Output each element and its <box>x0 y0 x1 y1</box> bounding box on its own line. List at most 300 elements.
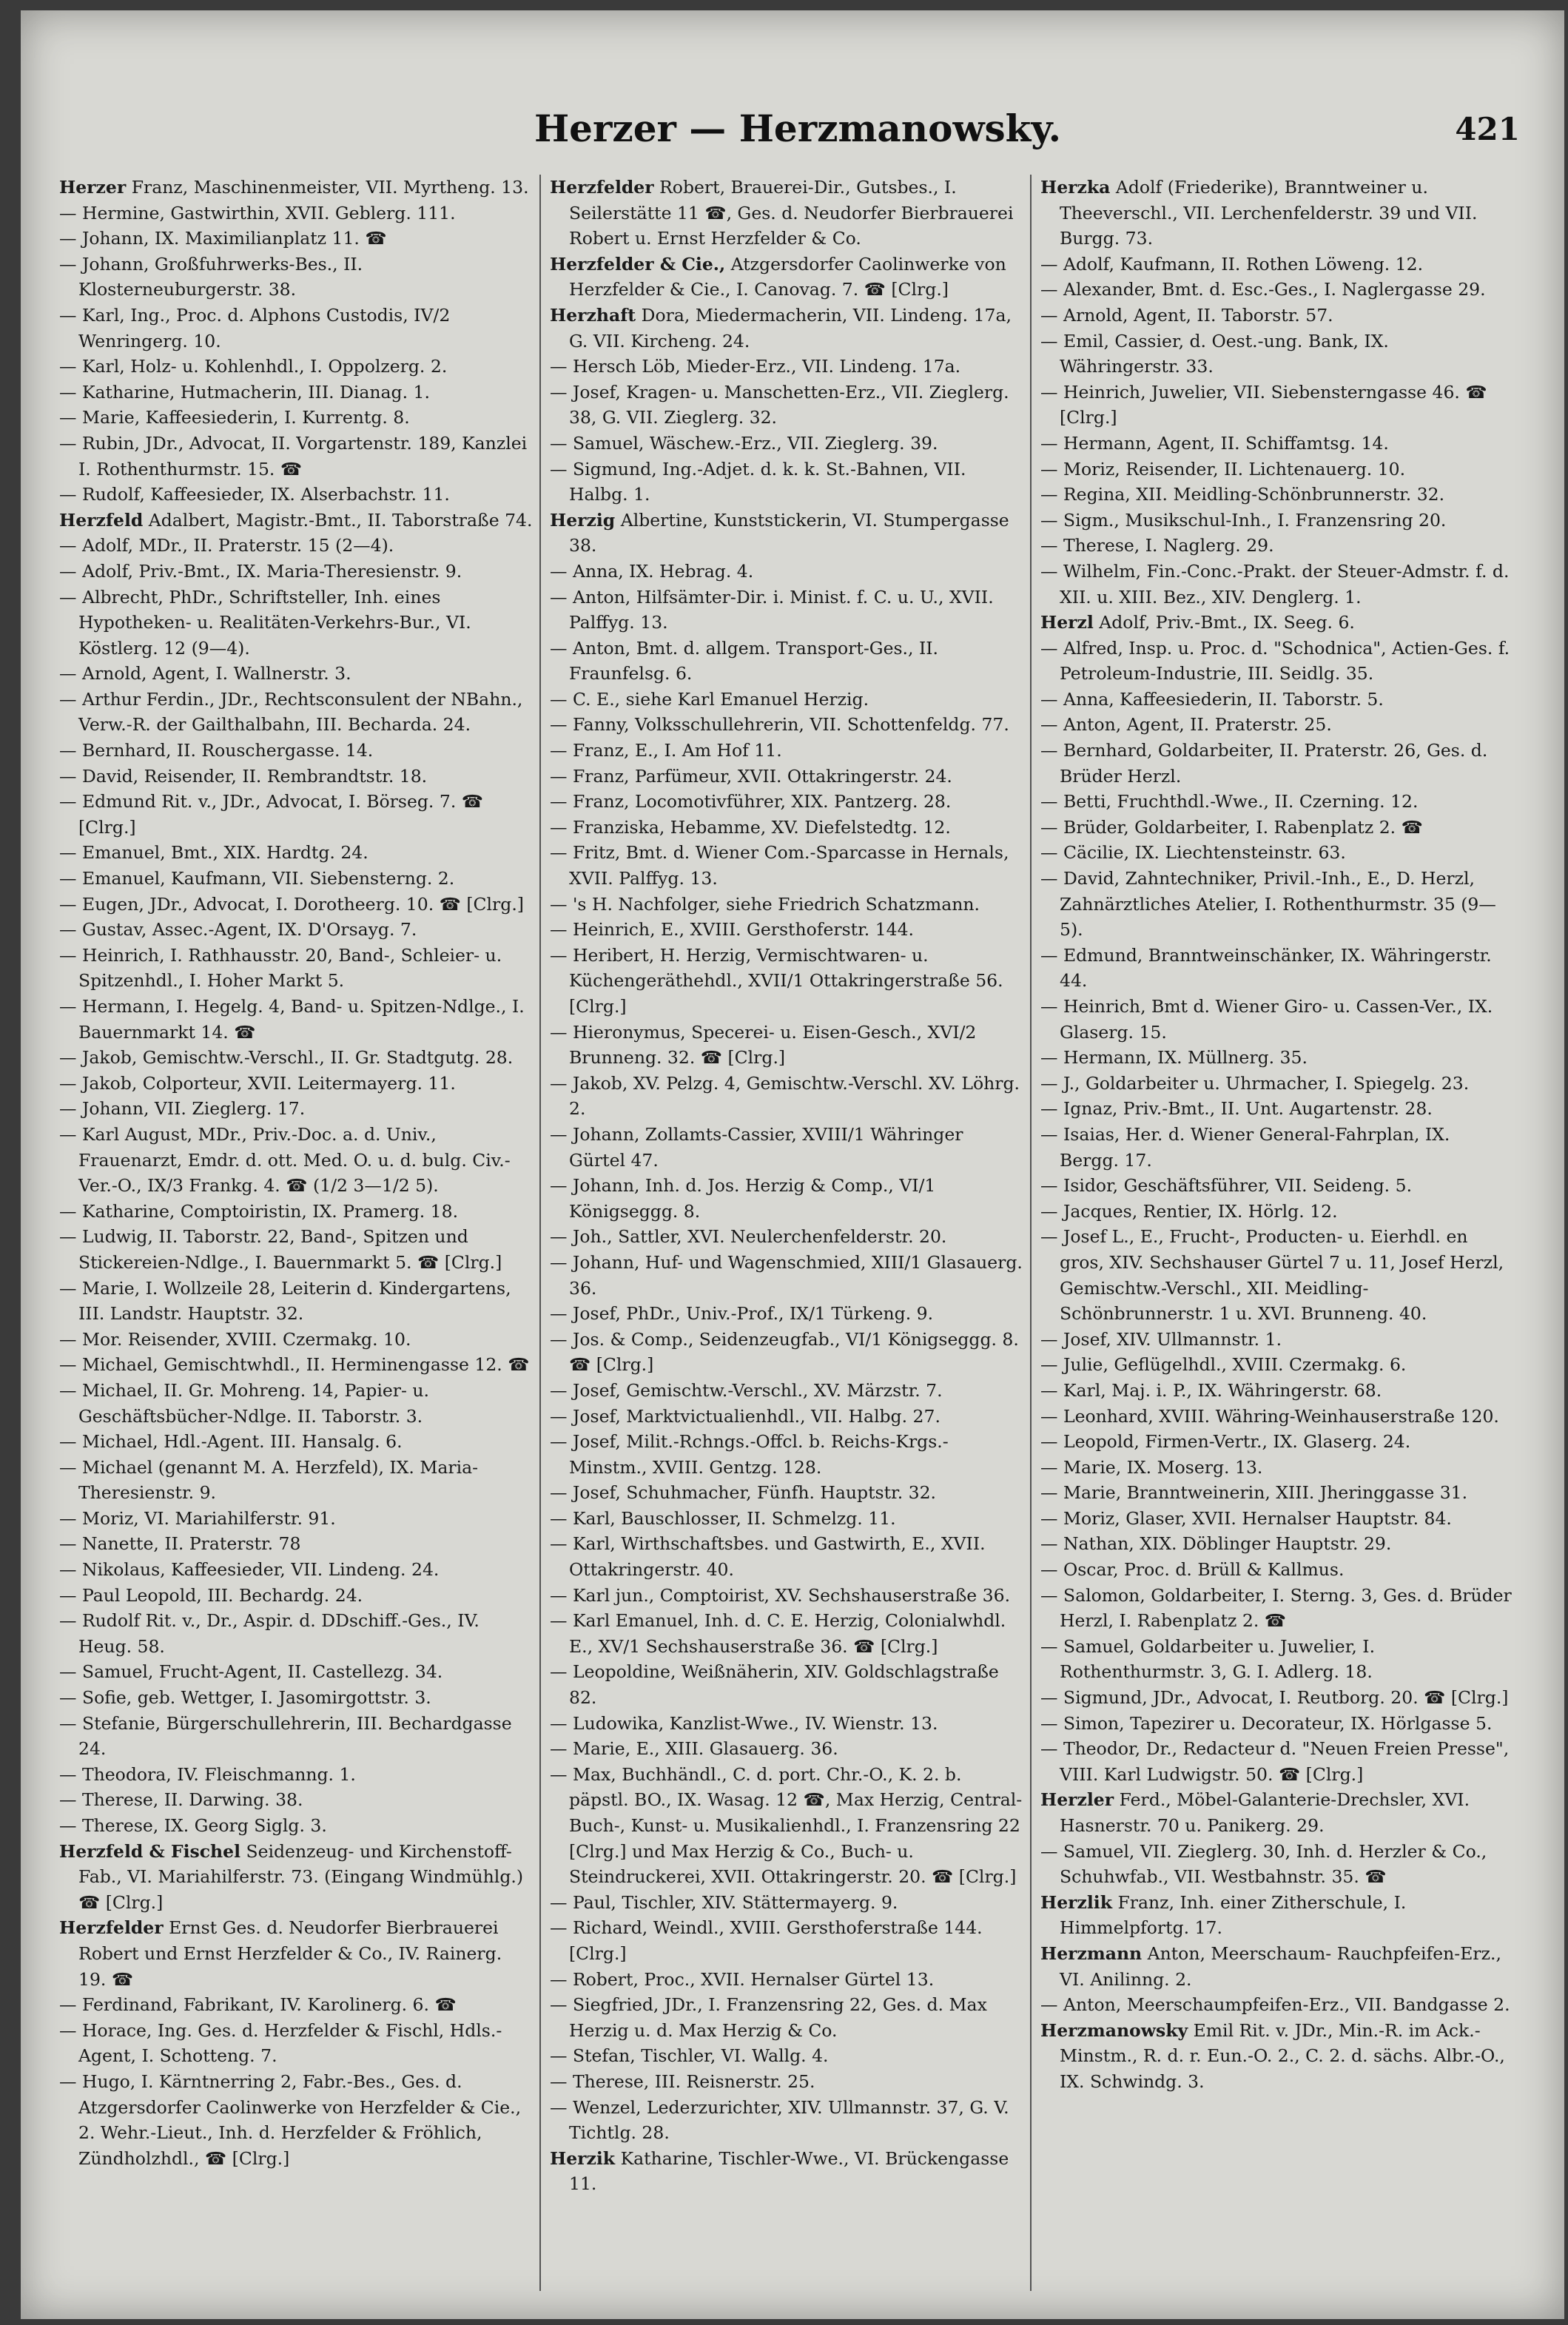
entry-text: — Johann, Großfuhrwerks-Bes., II. Klosterneuburgerstr. 38. <box>59 253 363 300</box>
entry-text: — Adolf, Kaufmann, II. Rothen Löweng. 12. <box>1040 253 1424 275</box>
directory-entry <box>550 1915 1023 1966</box>
directory-entry <box>59 1071 533 1097</box>
page-header <box>21 107 1564 181</box>
entry-text: — Heinrich, Bmt d. Wiener Giro- u. Cassen-Ver., IX. Glaserg. 15. <box>1040 996 1493 1043</box>
directory-entry <box>1040 1634 1514 1685</box>
entry-text: — J., Goldarbeiter u. Uhrmacher, I. Spiegelg. 23. <box>1040 1072 1470 1094</box>
entry-surname: Herzfeld <box>59 509 144 531</box>
entry-text: — Marie, E., XIII. Glasauerg. 36. <box>550 1738 838 1760</box>
directory-entry <box>59 1378 533 1429</box>
entry-text: — Anton, Agent, II. Praterstr. 25. <box>1040 714 1332 736</box>
directory-entry <box>1040 1557 1514 1583</box>
directory-entry <box>1040 1685 1514 1711</box>
entry-surname: Herzmann <box>1040 1942 1143 1964</box>
directory-entry <box>59 1096 533 1122</box>
directory-entry <box>1040 1992 1514 2018</box>
entry-surname: Herzer <box>59 177 127 198</box>
entry-text: — Katharine, Hutmacherin, III. Dianag. 1. <box>59 381 430 403</box>
directory-entry <box>550 354 1023 380</box>
directory-entry <box>1040 815 1514 841</box>
directory-entry <box>550 303 1023 354</box>
directory-entry <box>59 1455 533 1506</box>
directory-entry <box>1040 252 1514 277</box>
directory-entry <box>550 585 1023 636</box>
entry-text: — Horace, Ing. Ges. d. Herzfelder & Fischl, Hdls.-Agent, I. Schotteng. 7. <box>59 2019 502 2067</box>
entry-surname: Herzik <box>550 2147 616 2169</box>
entry-text: — Karl, Bauschlosser, II. Schmelzg. 11. <box>550 1507 896 1529</box>
entry-text: Franz, Inh. einer Zitherschule, I. Himmelpfortg. 17. <box>1060 1891 1407 1939</box>
directory-entry <box>1040 610 1514 636</box>
directory-entry <box>59 533 533 559</box>
directory-entry <box>550 1327 1023 1378</box>
directory-entry <box>550 892 1023 918</box>
directory-entry <box>550 1659 1023 1710</box>
entry-text: — Mor. Reisender, XVIII. Czermakg. 10. <box>59 1328 411 1350</box>
entry-text: — Wilhelm, Fin.-Conc.-Prakt. der Steuer-Admstr. f. d. XII. u. XIII. Bez., XIV. Denglerg. 1. <box>1040 560 1510 608</box>
page-title: Herzer — Herzmanowsky. <box>534 107 1062 150</box>
entry-text: — Ludowika, Kanzlist-Wwe., IV. Wienstr. 13. <box>550 1712 938 1734</box>
entry-text: Ernst Ges. d. Neudorfer Bierbrauerei Robert und Ernst Herzfelder & Co., IV. Rainerg. 19. ☎ <box>78 1917 502 1990</box>
directory-entry <box>550 431 1023 457</box>
entry-text: — Julie, Geflügelhdl., XVIII. Czermakg. 6. <box>1040 1354 1407 1376</box>
directory-entry <box>59 1276 533 1327</box>
column-divider <box>539 175 541 2291</box>
entry-surname: Herzfelder <box>550 177 654 198</box>
directory-entry <box>59 303 533 354</box>
entry-text: — Fanny, Volksschullehrerin, VII. Schottenfeldg. 77. <box>550 714 1009 736</box>
entry-text: — Joh., Sattler, XVI. Neulerchenfelderstr. 20. <box>550 1226 947 1248</box>
entry-text: — Moriz, VI. Mariahilferstr. 91. <box>59 1507 336 1529</box>
entry-text: — Hersch Löb, Mieder-Erz., VII. Lindeng. 17a. <box>550 356 961 377</box>
directory-entry <box>59 1506 533 1532</box>
directory-entry <box>59 2069 533 2171</box>
directory-entry <box>59 1992 533 2018</box>
entry-text: — Robert, Proc., XVII. Hernalser Gürtel 13. <box>550 1968 935 1990</box>
directory-entry <box>1040 840 1514 866</box>
directory-entry <box>1040 1199 1514 1225</box>
entry-text: — Karl August, MDr., Priv.-Doc. a. d. Univ., Frauenarzt, Emdr. d. ott. Med. O. u. d. bulg. Civ.-Ver.-O., IX/3 Frankg. 4. ☎ (1/2 3—1/2 5). <box>59 1123 511 1197</box>
directory-entry <box>1040 457 1514 482</box>
directory-entry <box>1040 1890 1514 1941</box>
directory-entry <box>59 1224 533 1275</box>
entry-text: Seidenzeug- und Kirchenstoff-Fab., VI. Mariahilferstr. 73. (Eingang Windmühlg.) ☎ [Clrg.] <box>78 1840 524 1913</box>
entry-text: — Josef, Schuhmacher, Fünfh. Hauptstr. 32. <box>550 1482 937 1504</box>
directory-entry <box>59 405 533 431</box>
entry-text: — Marie, IX. Moserg. 13. <box>1040 1456 1263 1478</box>
directory-entry <box>59 661 533 687</box>
entry-text: — Fritz, Bmt. d. Wiener Com.-Sparcasse in Hernals, XVII. Palffyg. 13. <box>550 842 1009 889</box>
entry-text: — Hugo, I. Kärntnerring 2, Fabr.-Bes., Ges. d. Atzgersdorfer Caolinwerke von Herzfelder & Cie., 2. Wehr.-Lieut., Inh. d. Herzfelder & Fröhlich, Zündholzhdl., ☎ [Clrg.] <box>59 2070 522 2169</box>
directory-entry <box>1040 738 1514 789</box>
entry-text: — Heinrich, I. Rathhausstr. 20, Band-, Schleier- u. Spitzenhdl., I. Hoher Markt 5. <box>59 944 502 992</box>
directory-entry <box>550 840 1023 891</box>
entry-text: — Rudolf, Kaffeesieder, IX. Alserbachstr. 11. <box>59 484 450 505</box>
directory-entry <box>550 2043 1023 2069</box>
directory-entry <box>1040 482 1514 508</box>
directory-entry <box>1040 1071 1514 1097</box>
directory-entry <box>59 1122 533 1199</box>
entry-text: Emil Rit. v. JDr., Min.-R. im Ack.-Minstm., R. d. r. Eun.-O. 2., C. 2. d. sächs. Albr.-O., IX. Schwindg. 3. <box>1060 2019 1505 2092</box>
directory-entry <box>1040 1531 1514 1557</box>
directory-entry <box>550 2069 1023 2095</box>
entry-surname: Herzler <box>1040 1789 1114 1811</box>
directory-entry <box>550 1890 1023 1916</box>
directory-entry <box>59 892 533 918</box>
entry-text: — Samuel, Goldarbeiter u. Juwelier, I. Rothenthurmstr. 3, G. I. Adlerg. 18. <box>1040 1635 1376 1683</box>
entry-text: — Franz, E., I. Am Hof 11. <box>550 740 782 761</box>
entry-text: — Josef, Milit.-Rchngs.-Offcl. b. Reichs-Krgs.-Minstm., XVIII. Gentzg. 128. <box>550 1431 949 1478</box>
directory-entry <box>59 175 533 201</box>
directory-entry <box>1040 1429 1514 1455</box>
entry-text: — Hieronymus, Specerei- u. Eisen-Gesch., XVI/2 Brunneng. 32. ☎ [Clrg.] <box>550 1021 977 1069</box>
entry-text: — Nathan, XIX. Döblinger Hauptstr. 29. <box>1040 1533 1392 1555</box>
directory-entry <box>550 1583 1023 1609</box>
directory-entry <box>550 252 1023 303</box>
entry-text: — Ludwig, II. Taborstr. 22, Band-, Spitzen und Stickereien-Ndlge., I. Bauernmarkt 5. ☎ [Clrg.] <box>59 1226 502 1273</box>
entry-text: Adolf (Friederike), Branntweiner u. Theeverschl., VII. Lerchenfelderstr. 39 und VII. Burgg. 73. <box>1060 177 1478 249</box>
entry-text: — Johann, Huf- und Wagenschmied, XIII/1 Glasauerg. 36. <box>550 1251 1023 1299</box>
directory-entry <box>1040 994 1514 1045</box>
entry-surname: Herzfelder <box>59 1917 164 1939</box>
entry-text: — Anna, IX. Hebrag. 4. <box>550 560 754 582</box>
entry-text: — Josef L., E., Frucht-, Producten- u. Eierhdl. en gros, XIV. Sechshauser Gürtel 7 u. 11, Josef Herzl, Gemischtw.-Verschl., XII. Meidling-Schönbrunnerstr. 1 u. XVI. Brunneng. 40. <box>1040 1226 1504 1325</box>
directory-entry <box>1040 1352 1514 1378</box>
directory-entry <box>1040 1122 1514 1173</box>
directory-entry <box>550 1378 1023 1404</box>
entry-text: — Anna, Kaffeesiederin, II. Taborstr. 5. <box>1040 688 1384 710</box>
entry-text: — Therese, II. Darwing. 38. <box>59 1789 303 1811</box>
entry-text: — Bernhard, Goldarbeiter, II. Praterstr. 26, Ges. d. Brüder Herzl. <box>1040 740 1488 787</box>
entry-text: — Jos. & Comp., Seidenzeugfab., VI/1 Königseggg. 8. ☎ [Clrg.] <box>550 1328 1019 1376</box>
entry-text: — Therese, IX. Georg Siglg. 3. <box>59 1815 327 1836</box>
entry-text: — Therese, I. Naglerg. 29. <box>1040 535 1274 556</box>
entry-text: — Josef, PhDr., Univ.-Prof., IX/1 Türkeng. 9. <box>550 1303 934 1325</box>
entry-text: — Heribert, H. Herzig, Vermischtwaren- u. Küchengeräthehdl., XVII/1 Ottakringerstraße 56. [Clrg.] <box>550 944 1003 1017</box>
entry-text: — Nanette, II. Praterstr. 78 <box>59 1533 301 1555</box>
entry-text: — Bernhard, II. Rouschergasse. 14. <box>59 740 374 761</box>
directory-entry <box>1040 277 1514 303</box>
directory-entry <box>550 2146 1023 2197</box>
entry-text: — Anton, Bmt. d. allgem. Transport-Ges., II. Fraunfelsg. 6. <box>550 637 938 684</box>
directory-entry <box>550 1711 1023 1737</box>
directory-entry <box>59 1762 533 1788</box>
directory-entry <box>1040 1583 1514 1634</box>
directory-entry <box>550 1071 1023 1122</box>
directory-entry <box>550 1506 1023 1532</box>
directory-entry <box>1040 559 1514 610</box>
entry-text: — Arthur Ferdin., JDr., Rechtsconsulent der NBahn., Verw.-R. der Gailthalbahn, III. Becharda. 24. <box>59 688 523 736</box>
column-1 <box>59 175 533 2291</box>
entry-text: — Anton, Hilfsämter-Dir. i. Minist. f. C. u. U., XVII. Palffyg. 13. <box>550 586 994 633</box>
entry-text: — 's H. Nachfolger, siehe Friedrich Schatzmann. <box>550 893 980 915</box>
entry-text: — Hermann, I. Hegelg. 4, Band- u. Spitzen-Ndlge., I. Bauernmarkt 14. ☎ <box>59 996 525 1043</box>
entry-text: — Rudolf Rit. v., Dr., Aspir. d. DDschiff.-Ges., IV. Heug. 58. <box>59 1610 480 1657</box>
entry-text: — Karl, Ing., Proc. d. Alphons Custodis, IV/2 Wenringerg. 10. <box>59 304 451 351</box>
directory-entry <box>1040 1941 1514 1992</box>
directory-entry <box>59 789 533 840</box>
entry-text: — Edmund, Branntweinschänker, IX. Währingerstr. 44. <box>1040 944 1492 992</box>
directory-entry <box>550 636 1023 687</box>
entry-text: — Michael, Hdl.-Agent. III. Hansalg. 6. <box>59 1431 403 1453</box>
entry-text: — Franz, Parfümeur, XVII. Ottakringerstr. 24. <box>550 765 952 787</box>
entry-text: — Josef, Kragen- u. Manschetten-Erz., VII. Zieglerg. 38, G. VII. Zieglerg. 32. <box>550 381 1009 428</box>
entry-surname: Herzka <box>1040 177 1111 198</box>
entry-text: — Moriz, Glaser, XVII. Hernalser Hauptstr. 84. <box>1040 1507 1452 1529</box>
directory-entry <box>59 1839 533 1916</box>
directory-entry <box>1040 1173 1514 1199</box>
directory-entry <box>550 917 1023 943</box>
directory-entry <box>59 1608 533 1659</box>
entry-text: — Karl, Holz- u. Kohlenhdl., I. Oppolzerg. 2. <box>59 356 448 377</box>
directory-entry <box>550 1762 1023 1890</box>
directory-entry <box>550 1250 1023 1301</box>
directory-entry <box>1040 636 1514 687</box>
entry-text: — Karl, Wirthschaftsbes. und Gastwirth, E., XVII. Ottakringerstr. 40. <box>550 1533 986 1581</box>
directory-entry <box>550 712 1023 738</box>
entry-text: — Jacques, Rentier, IX. Hörlg. 12. <box>1040 1200 1338 1222</box>
directory-entry <box>59 380 533 406</box>
directory-entry <box>59 764 533 790</box>
directory-entry <box>59 917 533 943</box>
entry-text: — Michael, Gemischtwhdl., II. Herminengasse 12. ☎ <box>59 1354 530 1376</box>
entry-text: Adolf, Priv.-Bmt., IX. Seeg. 6. <box>1093 612 1355 633</box>
entry-text: — Regina, XII. Meidling-Schönbrunnerstr. 32. <box>1040 484 1445 505</box>
directory-entry <box>1040 1096 1514 1122</box>
directory-entry <box>1040 1378 1514 1404</box>
directory-entry <box>550 1020 1023 1071</box>
directory-entry <box>59 943 533 994</box>
entry-text: — Heinrich, Juwelier, VII. Siebensterngasse 46. ☎ [Clrg.] <box>1040 381 1487 428</box>
entry-text: — Nikolaus, Kaffeesieder, VII. Lindeng. 24. <box>59 1559 440 1581</box>
directory-entry <box>1040 431 1514 457</box>
directory-entry <box>1040 1404 1514 1430</box>
directory-entry <box>550 1736 1023 1762</box>
directory-entry <box>59 1583 533 1609</box>
directory-entry <box>550 1429 1023 1480</box>
directory-entry <box>59 1045 533 1071</box>
entry-surname: Herzfelder & Cie., <box>550 253 726 275</box>
entry-text: — Wenzel, Lederzurichter, XIV. Ullmannstr. 37, G. V. Tichtlg. 28. <box>550 2096 1009 2144</box>
directory-entry <box>550 943 1023 1020</box>
directory-entry <box>550 789 1023 815</box>
entry-text: — Sigm., Musikschul-Inh., I. Franzensring 20. <box>1040 509 1447 531</box>
directory-entry <box>59 1327 533 1353</box>
entry-text: — Paul, Tischler, XIV. Stättermayerg. 9. <box>550 1891 898 1913</box>
directory-entry <box>59 431 533 482</box>
directory-entry <box>59 1429 533 1455</box>
entry-text: — Leopoldine, Weißnäherin, XIV. Goldschlagstraße 82. <box>550 1661 999 1709</box>
entry-text: — Arnold, Agent, I. Wallnerstr. 3. <box>59 663 351 684</box>
entry-text: — Siegfried, JDr., I. Franzensring 22, Ges. d. Max Herzig u. d. Max Herzig & Co. <box>550 1994 987 2041</box>
directory-entry <box>1040 1711 1514 1737</box>
entry-text: — David, Reisender, II. Rembrandtstr. 18. <box>59 765 428 787</box>
entry-text: — Emil, Cassier, d. Oest.-ung. Bank, IX. Währingerstr. 33. <box>1040 330 1389 377</box>
entry-text: — Josef, XIV. Ullmannstr. 1. <box>1040 1328 1282 1350</box>
directory-entry <box>550 1301 1023 1327</box>
directory-entry <box>59 1531 533 1557</box>
directory-entry <box>59 1199 533 1225</box>
directory-entry <box>550 1404 1023 1430</box>
entry-text: — Samuel, Frucht-Agent, II. Castellezg. 34. <box>59 1661 443 1683</box>
directory-entry <box>59 1685 533 1711</box>
directory-entry <box>1040 943 1514 994</box>
entry-surname: Herzlik <box>1040 1891 1113 1913</box>
entry-text: — Franziska, Hebamme, XV. Diefelstedtg. 12. <box>550 816 951 838</box>
entry-text: — Adolf, MDr., II. Praterstr. 15 (2—4). <box>59 535 394 556</box>
entry-text: Dora, Miedermacherin, VII. Lindeng. 17a, G. VII. Kircheng. 24. <box>569 304 1012 351</box>
directory-entry <box>1040 329 1514 380</box>
directory-entry <box>59 559 533 585</box>
entry-text: — Johann, Inh. d. Jos. Herzig & Comp., VI/1 Königseggg. 8. <box>550 1175 936 1222</box>
directory-entry <box>59 226 533 252</box>
entry-text: — Sofie, geb. Wettger, I. Jasomirgottstr. 3. <box>59 1687 431 1709</box>
entry-text: — Theodora, IV. Fleischmanng. 1. <box>59 1763 356 1785</box>
entry-text: — Moriz, Reisender, II. Lichtenauerg. 10. <box>1040 458 1406 480</box>
directory-entry <box>1040 508 1514 534</box>
entry-text: — Jakob, Colporteur, XVII. Leitermayerg. 11. <box>59 1072 456 1094</box>
directory-entry <box>1040 712 1514 738</box>
entry-text: — Sigmund, JDr., Advocat, I. Reutborg. 20. ☎ [Clrg.] <box>1040 1687 1509 1709</box>
entry-text: — Ignaz, Priv.-Bmt., II. Unt. Augartenstr. 28. <box>1040 1098 1433 1120</box>
directory-entry <box>550 738 1023 764</box>
entry-text: — C. E., siehe Karl Emanuel Herzig. <box>550 688 869 710</box>
page-number: 421 <box>1455 111 1520 147</box>
column-2 <box>550 175 1023 2291</box>
entry-text: — Therese, III. Reisnerstr. 25. <box>550 2070 815 2092</box>
directory-entry <box>59 482 533 508</box>
entry-text: Franz, Maschinenmeister, VII. Myrtheng. 13. <box>126 177 529 198</box>
entry-text: — Karl Emanuel, Inh. d. C. E. Herzig, Colonialwhdl. E., XV/1 Sechshauserstraße 36. ☎ [Clrg.] <box>550 1610 1006 1657</box>
directory-entry <box>59 840 533 866</box>
directory-entry <box>1040 1455 1514 1481</box>
entry-text: — David, Zahntechniker, Privil.-Inh., E., D. Herzl, Zahnärztliches Atelier, I. Rothenthurmstr. 35 (9—5). <box>1040 868 1496 941</box>
directory-entry <box>550 1992 1023 2043</box>
directory-page <box>21 10 1564 2319</box>
entry-text: — Cäcilie, IX. Liechtensteinstr. 63. <box>1040 842 1346 864</box>
entry-text: — Marie, I. Wollzeile 28, Leiterin d. Kindergartens, III. Landstr. Hauptstr. 32. <box>59 1277 511 1325</box>
directory-entry <box>59 508 533 534</box>
directory-entry <box>550 1531 1023 1582</box>
directory-entry <box>1040 789 1514 815</box>
directory-entry <box>59 1352 533 1378</box>
directory-entry <box>59 201 533 226</box>
entry-text: — Edmund Rit. v., JDr., Advocat, I. Börseg. 7. ☎ [Clrg.] <box>59 791 484 838</box>
directory-entry <box>550 687 1023 713</box>
directory-entry <box>59 252 533 303</box>
entry-text: — Leopold, Firmen-Vertr., IX. Glaserg. 24. <box>1040 1431 1411 1453</box>
directory-entry <box>550 457 1023 508</box>
entry-text: Robert, Brauerei-Dir., Gutsbes., I. Seilerstätte 11 ☎, Ges. d. Neudorfer Bierbrauerei Robert u. Ernst Herzfelder & Co. <box>569 177 1014 249</box>
directory-entry <box>550 1480 1023 1506</box>
entry-text: — Theodor, Dr., Redacteur d. "Neuen Freien Presse", VIII. Karl Ludwigstr. 50. ☎ [Clrg.] <box>1040 1738 1510 1785</box>
entry-text: Ferd., Möbel-Galanterie-Drechsler, XVI. Hasnerstr. 70 u. Panikerg. 29. <box>1060 1789 1470 1836</box>
entry-text: — Karl jun., Comptoirist, XV. Sechshauserstraße 36. <box>550 1584 1011 1606</box>
directory-entry <box>59 866 533 892</box>
entry-text: — Johann, IX. Maximilianplatz 11. ☎ <box>59 228 387 249</box>
entry-text: — Josef, Marktvictualienhdl., VII. Halbg. 27. <box>550 1405 941 1427</box>
directory-entry <box>1040 1787 1514 1838</box>
entry-text: Katharine, Tischler-Wwe., VI. Brückengasse 11. <box>569 2147 1009 2195</box>
entry-text: — Stefan, Tischler, VI. Wallg. 4. <box>550 2045 829 2067</box>
entry-text: — Ferdinand, Fabrikant, IV. Karolinerg. 6. ☎ <box>59 1994 457 2016</box>
entry-surname: Herzmanowsky <box>1040 2019 1188 2041</box>
entry-text: — Paul Leopold, III. Bechardg. 24. <box>59 1584 363 1606</box>
entry-text: Atzgersdorfer Caolinwerke von Herzfelder & Cie., I. Canovag. 7. ☎ [Clrg.] <box>569 253 1006 300</box>
column-3 <box>1040 175 1514 2291</box>
directory-entry <box>1040 380 1514 431</box>
directory-entry <box>59 1915 533 1992</box>
entry-text: Anton, Meerschaum- Rauchpfeifen-Erz., VI. Anilinng. 2. <box>1060 1942 1501 1990</box>
entry-text: — Max, Buchhändl., C. d. port. Chr.-O., K. 2. b. päpstl. BO., IX. Wasag. 12 ☎, Max Herzig, Central-Buch-, Kunst- u. Musikalienhdl., I. Franzensring 22 [Clrg.] und Max Herzig & Co., Buch- u. Steindruckerei, XVII. Ottakringerstr. 20. ☎ [Clrg.] <box>550 1763 1023 1888</box>
entry-text: — Samuel, VII. Zieglerg. 30, Inh. d. Herzler & Co., Schuhwfab., VII. Westbahnstr. 35. ☎ <box>1040 1840 1487 1888</box>
entry-text: Albertine, Kunststickerin, VI. Stumpergasse 38. <box>569 509 1009 556</box>
directory-entry <box>59 354 533 380</box>
directory-entry <box>1040 687 1514 713</box>
entry-text: — Jakob, XV. Pelzg. 4, Gemischtw.-Verschl. XV. Löhrg. 2. <box>550 1072 1020 1120</box>
entry-text: — Albrecht, PhDr., Schriftsteller, Inh. eines Hypotheken- u. Realitäten-Verkehrs-Bur., VI. Köstlerg. 12 (9—4). <box>59 586 471 659</box>
entry-text: — Arnold, Agent, II. Taborstr. 57. <box>1040 304 1333 326</box>
entry-text: — Betti, Fruchthdl.-Wwe., II. Czerning. 12. <box>1040 791 1419 812</box>
directory-entry <box>59 1659 533 1685</box>
directory-entry <box>59 687 533 738</box>
entry-text: — Sigmund, Ing.-Adjet. d. k. k. St.-Bahnen, VII. Halbg. 1. <box>550 458 966 505</box>
entry-text: — Jakob, Gemischtw.-Verschl., II. Gr. Stadtgutg. 28. <box>59 1047 514 1069</box>
entry-text: — Johann, Zollamts-Cassier, XVIII/1 Währinger Gürtel 47. <box>550 1123 963 1171</box>
entry-text: — Eugen, JDr., Advocat, I. Dorotheerg. 10. ☎ [Clrg.] <box>59 893 524 915</box>
entry-surname: Herzig <box>550 509 616 531</box>
entry-text: — Gustav, Assec.-Agent, IX. D'Orsayg. 7. <box>59 919 417 941</box>
directory-entry <box>59 994 533 1045</box>
directory-entry <box>1040 2018 1514 2095</box>
entry-surname: Herzl <box>1040 612 1094 633</box>
entry-text: — Adolf, Priv.-Bmt., IX. Maria-Theresienstr. 9. <box>59 560 462 582</box>
entry-text: — Karl, Maj. i. P., IX. Währingerstr. 68. <box>1040 1379 1382 1401</box>
directory-entry <box>550 1967 1023 1993</box>
entry-text: — Isidor, Geschäftsführer, VII. Seideng. 5. <box>1040 1175 1413 1197</box>
entry-text: — Richard, Weindl., XVIII. Gersthoferstraße 144. [Clrg.] <box>550 1917 983 1964</box>
directory-entry <box>1040 1736 1514 1787</box>
directory-entry <box>59 1711 533 1762</box>
entry-text: — Johann, VII. Zieglerg. 17. <box>59 1098 306 1120</box>
entry-text: — Emanuel, Bmt., XIX. Hardtg. 24. <box>59 842 369 864</box>
entry-text: — Alexander, Bmt. d. Esc.-Ges., I. Naglergasse 29. <box>1040 279 1486 300</box>
directory-entry <box>59 1813 533 1839</box>
entry-text: — Anton, Meerschaumpfeifen-Erz., VII. Bandgasse 2. <box>1040 1994 1510 2016</box>
entry-text: — Katharine, Comptoiristin, IX. Pramerg. 18. <box>59 1200 459 1222</box>
directory-entry <box>550 508 1023 559</box>
entry-text: — Isaias, Her. d. Wiener General-Fahrplan, IX. Bergg. 17. <box>1040 1123 1450 1171</box>
entry-text: — Michael (genannt M. A. Herzfeld), IX. Maria-Theresienstr. 9. <box>59 1456 479 1504</box>
entry-text: — Emanuel, Kaufmann, VII. Siebensterng. 2. <box>59 868 455 889</box>
entry-text: — Josef, Gemischtw.-Verschl., XV. Märzstr. 7. <box>550 1379 943 1401</box>
directory-entry <box>550 1173 1023 1224</box>
entry-text: — Oscar, Proc. d. Brüll & Kallmus. <box>1040 1559 1345 1581</box>
entry-surname: Herzhaft <box>550 304 636 326</box>
entry-text: — Rubin, JDr., Advocat, II. Vorgartenstr. 189, Kanzlei I. Rothenthurmstr. 15. ☎ <box>59 432 528 480</box>
entry-text: — Marie, Branntweinerin, XIII. Jheringgasse 31. <box>1040 1482 1468 1504</box>
directory-entry <box>550 764 1023 790</box>
entry-text: — Leonhard, XVIII. Währing-Weinhauserstraße 120. <box>1040 1405 1499 1427</box>
column-divider <box>1030 175 1032 2291</box>
directory-entry <box>1040 303 1514 329</box>
directory-entry <box>1040 175 1514 252</box>
directory-entry <box>550 1224 1023 1250</box>
entry-surname: Herzfeld & Fischel <box>59 1840 240 1862</box>
entry-text: — Hermann, IX. Müllnerg. 35. <box>1040 1047 1308 1069</box>
entry-text: — Hermine, Gastwirthin, XVII. Geblerg. 111. <box>59 202 456 223</box>
entry-text: — Marie, Kaffeesiederin, I. Kurrentg. 8. <box>59 407 410 428</box>
entry-text: — Heinrich, E., XVIII. Gersthoferstr. 144. <box>550 919 915 941</box>
